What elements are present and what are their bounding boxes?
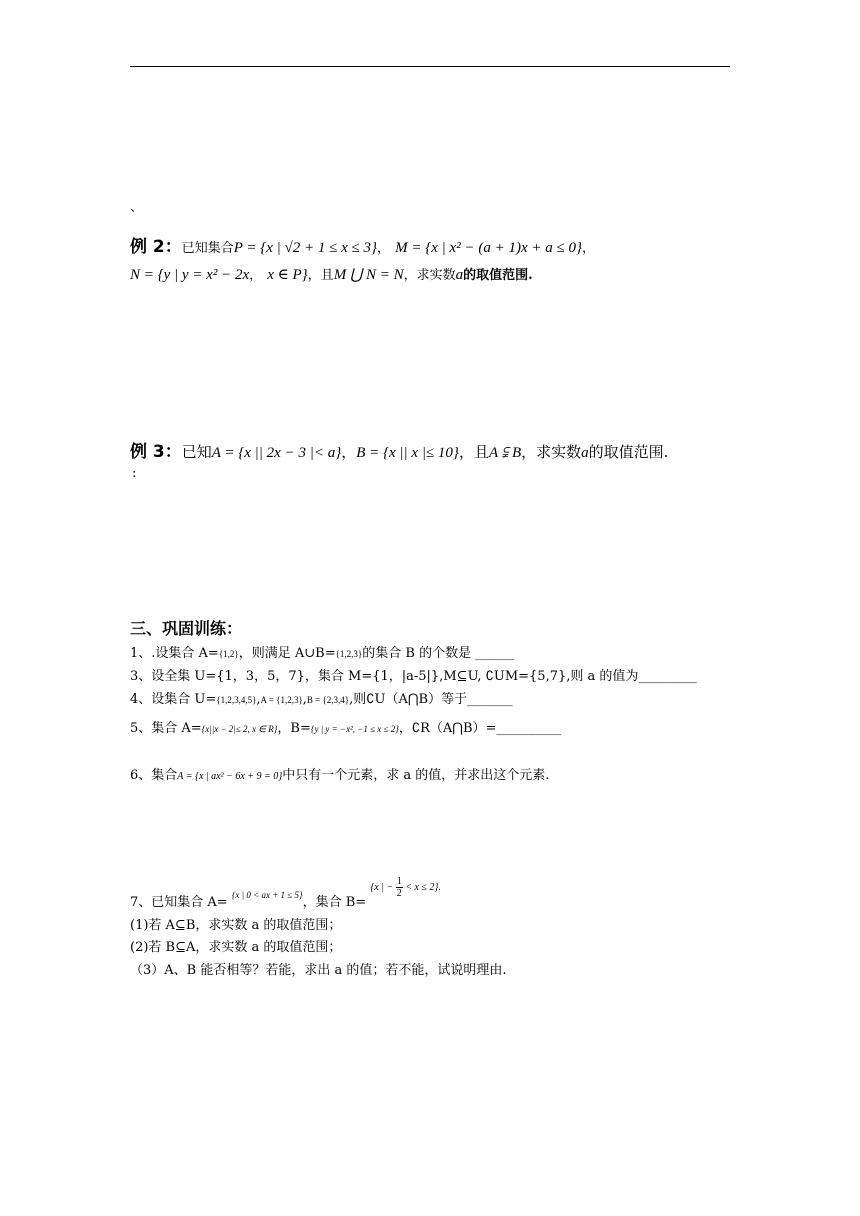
- problem-1-text: ，则满足 A: [238, 646, 305, 661]
- set-a: {x||x − 2|≤ 2, x ∈ R}: [201, 724, 278, 734]
- problem-4: [130, 688, 513, 707]
- problem-5-text: ，B=: [277, 721, 311, 736]
- separator: ，: [249, 268, 263, 283]
- stray-mark: 、: [130, 200, 144, 215]
- problem-5-text: B）=: [462, 721, 497, 736]
- set-n: N = {y | y = x² − 2x: [130, 267, 250, 283]
- union-symbol: ∪: [304, 646, 316, 661]
- stray-colon: :: [132, 466, 137, 481]
- separator: ，: [341, 443, 357, 461]
- problem-7-question-2: (2)若 B⊆A，求实数 a 的取值范围；: [130, 940, 342, 955]
- example-2-text: ，求实数: [403, 268, 456, 283]
- proper-subset-relation: A ⫋ B: [488, 445, 522, 461]
- example-3-text: 的取值范围.: [588, 443, 669, 461]
- separator: ，: [377, 241, 391, 256]
- set-p: P = {x | √2 + 1 ≤ x ≤ 3}: [233, 240, 378, 256]
- header-rule: [130, 66, 730, 67]
- set-b-left: {x | −: [370, 882, 394, 893]
- problem-7-question-1: (1)若 A⊆B，求实数 a 的取值范围；: [130, 918, 342, 933]
- set-a: {1,2}: [218, 649, 239, 659]
- example-2-text: ，且: [307, 268, 334, 283]
- example-2-line-1: [130, 232, 595, 257]
- set-b: [370, 876, 441, 900]
- set-m: M = {x | x² − (a + 1)x + a ≤ 0}: [395, 240, 582, 256]
- example-2-label: 例 2：: [130, 237, 182, 257]
- problem-4-text: ,: [302, 692, 307, 707]
- problem-4-text: ,: [256, 692, 261, 707]
- separator: ，: [581, 241, 595, 256]
- problem-1-text: 1、.设集合 A=: [130, 646, 219, 661]
- example-3-text: ，且: [458, 443, 489, 461]
- problem-4-text: 4、设集合 U=: [130, 692, 217, 707]
- problem-3: [130, 665, 697, 684]
- example-2-text: 已知集合: [181, 241, 234, 256]
- example-3-label: 例 3：: [130, 442, 182, 462]
- problem-3-text: U, ∁UM={5,7},则 a 的值为: [467, 669, 639, 684]
- problem-5-text: ，∁R（A: [398, 721, 453, 736]
- example-3-text: ，求实数: [521, 443, 582, 461]
- set-u: {1,2,3,4,5}: [216, 695, 257, 705]
- set-b: B = {x || x |≤ 10}: [356, 445, 459, 461]
- intersection-symbol: ⋂: [407, 692, 419, 707]
- set-a: A = {1,2,3}: [260, 695, 303, 705]
- set-b: B = {2,3,4}: [306, 695, 350, 705]
- set-a: {x | 0 < ax + 1 ≤ 5}: [231, 890, 303, 900]
- set-b-right: < x ≤ 2}.: [405, 882, 441, 893]
- variable-a: a: [581, 445, 589, 461]
- variable-a: a: [455, 267, 464, 283]
- subset-symbol: ⊆: [456, 669, 468, 684]
- problem-1-text: 的集合 B 的个数是: [362, 646, 472, 661]
- fraction-denominator: 2: [396, 888, 402, 900]
- fraction-numerator: 1: [396, 876, 402, 888]
- problem-1: [130, 642, 514, 661]
- answer-blank: _______: [467, 692, 513, 707]
- answer-blank: _________: [638, 669, 697, 684]
- example-3-text: 已知: [181, 443, 212, 461]
- problem-1-text: B=: [315, 646, 336, 661]
- fraction: [396, 876, 403, 899]
- set-a: A = {x || 2x − 3 |< a}: [211, 445, 342, 461]
- intersection-symbol: ⋂: [452, 721, 463, 736]
- problem-4-text: ,则∁U（A: [349, 692, 408, 707]
- problem-5-text: 5、集合 A=: [130, 721, 202, 736]
- problem-6-text: 6、集合: [130, 768, 178, 783]
- set-n-condition: x ∈ P}: [267, 267, 308, 283]
- union-condition: M ⋃ N = N: [333, 267, 404, 283]
- problem-3-text: 3、设全集 U={1，3，5，7}，集合 M={1，|a-5|},M: [130, 669, 457, 684]
- problem-7-text: ，集合 B=: [302, 895, 367, 910]
- example-2-line-2: [130, 264, 533, 284]
- example-3-line: [130, 437, 668, 462]
- set-b: {1,2,3}: [335, 649, 363, 659]
- problem-4-text: B）等于: [418, 692, 468, 707]
- set-b: {y | y = −x², −1 ≤ x ≤ 2}: [310, 724, 399, 734]
- section-3-title: 三、巩固训练：: [130, 619, 243, 638]
- problem-5: [130, 717, 561, 736]
- problem-6: [130, 764, 549, 783]
- set-a: A = {x | ax² − 6x + 9 = 0}: [177, 771, 283, 782]
- problem-7-text: 7、已知集合 A=: [130, 895, 228, 910]
- answer-blank: __________: [496, 721, 562, 736]
- example-2-text: 的取值范围.: [463, 268, 533, 283]
- answer-blank: ______: [475, 646, 515, 661]
- problem-7-question-3: （3）A、B 能否相等？若能，求出 a 的值；若不能，试说明理由.: [130, 963, 507, 978]
- problem-6-text: 中只有一个元素，求 a 的值，并求出这个元素.: [282, 768, 550, 783]
